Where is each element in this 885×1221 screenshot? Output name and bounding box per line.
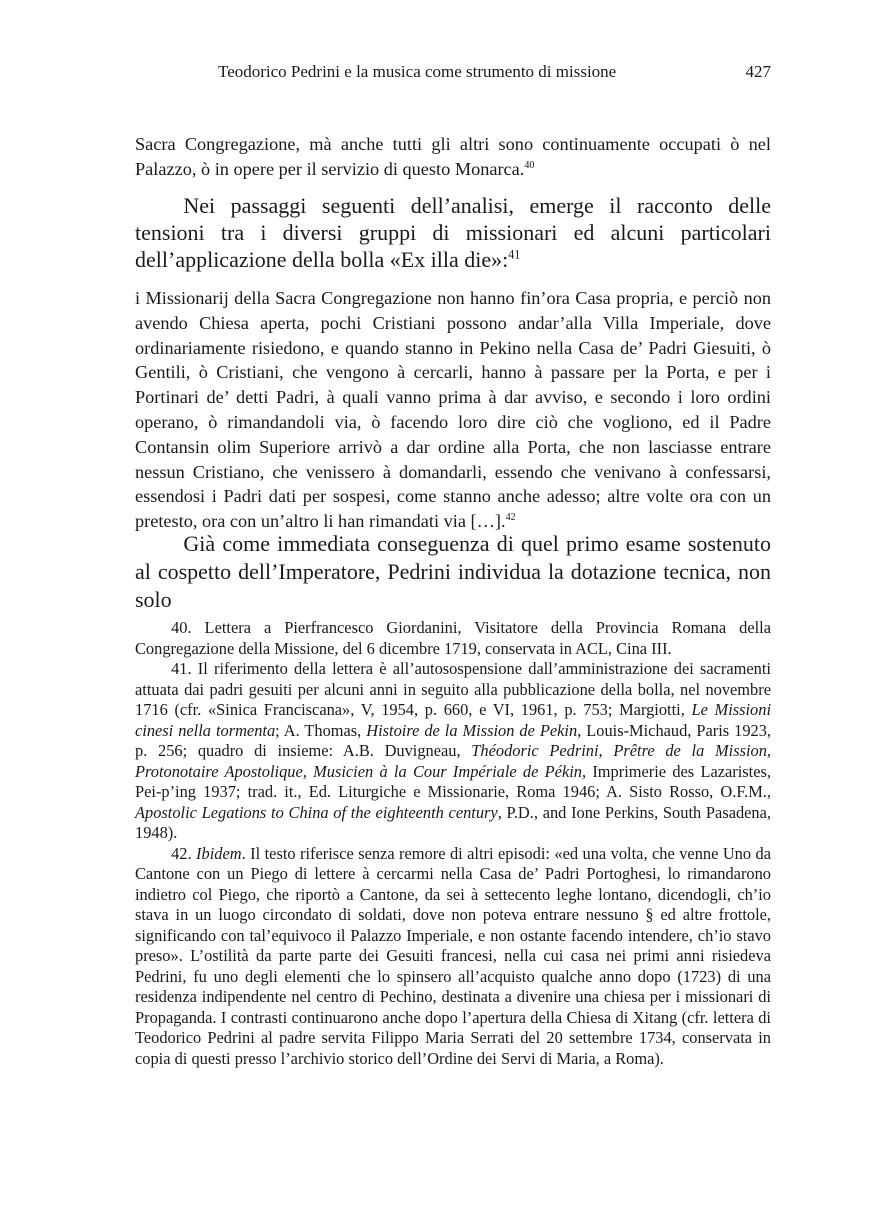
footnotes xyxy=(135,618,771,1069)
cited-title: Le Missioni cinesi nella tormenta xyxy=(135,700,772,740)
footnote-text: , Louis-Michaud, Paris 1923, p. 256; quadro di insieme: A.B. Duvigneau, xyxy=(135,720,772,760)
paragraph-text: Già come immediata conseguenza di quel primo esame sostenuto al cospetto dell’Imperatore, Pedrini individua la dotazione tecnica, non solo xyxy=(135,531,771,612)
footnote-text: 42. xyxy=(171,843,197,863)
footnote-text: 41. Il riferimento della lettera è all’autosospensione dall’amministrazione dei sacramenti attuata dai padri gesuiti per alcuni anni in seguito alla pubblicazione della bolla, nel novembre 1716 (cfr. «Sinica Franciscana», V, 1954, p. 660, e VI, 1961, p. 753; Margiotti, xyxy=(135,659,771,719)
footnote-text: ; A. Thomas, xyxy=(275,720,367,740)
footnote-42 xyxy=(135,844,771,1070)
body-paragraph xyxy=(135,192,771,273)
quote-text: Sacra Congregazione, mà anche tutti gli altri sono continuamente occupati ò nel Palazzo, ò in opere per il servizio di questo Monarca. xyxy=(135,134,771,179)
footnote-text: , P.D., and Ione Perkins, South Pasadena, 1948). xyxy=(135,802,772,842)
quote-text: i Missionarij della Sacra Congregazione non hanno fin’ora Casa propria, e perciò non avendo Chiesa aperta, pochi Cristiani possono andar’alla Villa Imperiale, dove ordinariamente risiedono, e quando stanno in Pekino nella Casa de’ Padri Giesuiti, ò Gentili, ò Cristiani, che vengono à cercarli, hanno à passare per la Porta, e per i Portinari de’ detti Padri, à quali vanno prima à dar avviso, e secondo i loro ordini operano, ò rimandandoli via, ò facendo loro dire ciò che vogliono, ed il Padre Contansin olim Superiore arrivò a dar ordine alla Porta, che non lasciasse entrare nessun Cristiano, che venissero à domandarli, essendo che venivano à confessarsi, essendosi i Padri dati per sospesi, come stanno anche adesso; altre volte ora con un pretesto, ora con un’altro li han rimandati via […]. xyxy=(135,288,771,532)
cited-title: Histoire de la Mission de Pekin xyxy=(366,720,578,740)
footnote-ref-41[interactable]: 41 xyxy=(508,247,521,262)
footnote-ref-40[interactable]: 40 xyxy=(524,159,535,171)
footnote-40 xyxy=(135,618,771,659)
cited-title: Apostolic Legations to China of the eighteenth century xyxy=(135,802,498,822)
cited-title: Ibidem xyxy=(196,843,242,863)
cited-title: Théodoric Pedrini, Prêtre de la Mission, Protonotaire Apostolique, Musicien à la Cour Impériale de Pékin xyxy=(135,741,771,781)
block-quote xyxy=(135,286,771,534)
running-title: Teodorico Pedrini e la musica come strumento di missione xyxy=(218,62,617,81)
footnote-41 xyxy=(135,659,771,844)
footnote-text: 40. Lettera a Pierfrancesco Giordanini, Visitatore della Provincia Romana della Congregazione della Missione, del 6 dicembre 1719, conservata in ACL, Cina III. xyxy=(135,618,771,658)
running-head xyxy=(135,62,771,84)
block-quote-continuation xyxy=(135,132,771,182)
body-paragraph xyxy=(135,530,771,614)
footnote-text: , Imprimerie des Lazaristes, Pei-p’ing 1937; trad. it., Ed. Liturgiche e Missionarie, Roma 1946; A. Sisto Rosso, O.F.M., xyxy=(135,761,771,801)
page-number: 427 xyxy=(745,62,771,81)
paragraph-text: Nei passaggi seguenti dell’analisi, emerge il racconto delle tensioni tra i diversi gruppi di missionari ed alcuni particolari dell’applicazione della bolla «Ex illa die»: xyxy=(135,193,771,272)
footnote-text: . Il testo riferisce senza remore di altri episodi: «ed una volta, che venne Uno da Cantone con un Piego di lettere à cercarmi nella Casa de’ Padri Portoghesi, lo rimandarono indietro col Piego, che riportò a Cantone, da sei à settecento leghe lontano, dicendogli, ch’io stava in un luogo circondato di soldati, dove non poteva entrare nessuno § ed altre frottole, significando con tal’equivoco il Palazzo Imperiale, e non ostante facendo intendere, ch’io stavo preso». L’ostilità da parte parte dei Gesuiti francesi, nella cui casa nei primi anni risiedeva Pedrini, fu uno degli elementi che lo spinsero all’acquisto qualche anno dopo (1723) di una residenza indipendente nel centro di Pechino, destinata a divenire una chiesa per i missionari di Propaganda. I contrasti continuarono anche dopo l’apertura della Chiesa di Xitang (cfr. lettera di Teodorico Pedrini al padre servita Filippo Maria Serrati del 20 settembre 1734, conservata in copia di questi presso l’archivio storico dell’Ordine dei Servi di Maria, a Roma). xyxy=(135,843,771,1068)
footnote-ref-42[interactable]: 42 xyxy=(505,512,516,524)
